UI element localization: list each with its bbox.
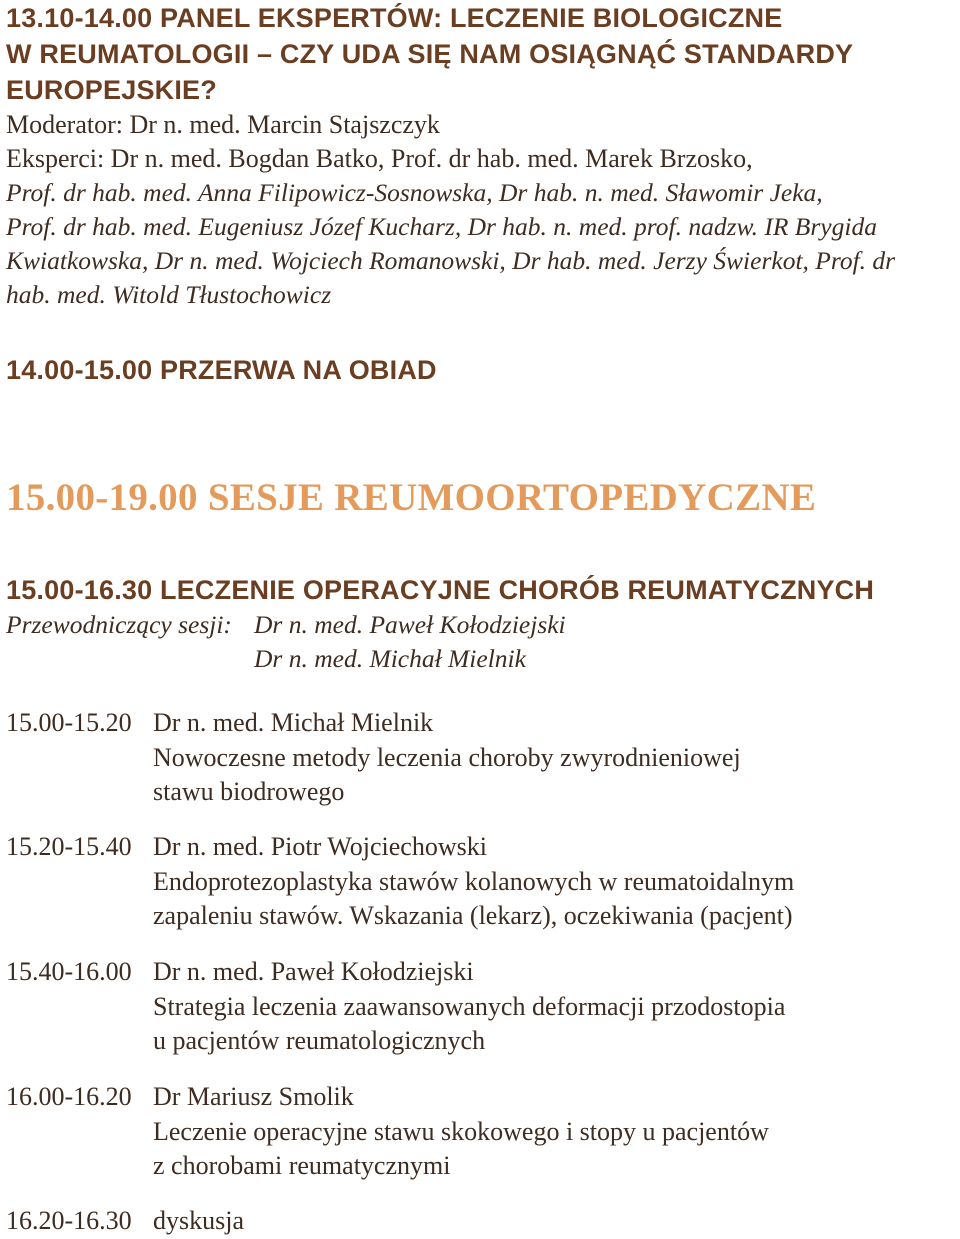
talk-title-line: z chorobami reumatycznymi (153, 1151, 451, 1180)
chair-name: Dr n. med. Paweł Kołodziejski (254, 610, 566, 639)
panel-experts (6, 176, 895, 312)
panel-experts-line: hab. med. Witold Tłustochowicz (6, 280, 332, 309)
chair-name: Dr n. med. Michał Mielnik (254, 644, 526, 673)
session-heading: 15.00-19.00 SESJE REUMOORTOPEDYCZNE (6, 476, 817, 519)
panel-heading-line: 13.10-14.00 PANEL EKSPERTÓW: LECZENIE BIOLOGICZNE (6, 3, 783, 33)
talk-body (153, 706, 741, 810)
panel-heading (6, 0, 895, 108)
panel-moderator: Moderator: Dr n. med. Marcin Stajszczyk (6, 110, 440, 139)
panel-experts-line: Prof. dr hab. med. Anna Filipowicz-Sosnowska, Dr hab. n. med. Sławomir Jeka, (6, 178, 823, 207)
talk-body (153, 1204, 244, 1239)
talk-title-line: u pacjentów reumatologicznych (153, 1026, 486, 1055)
talk-title-line: stawu biodrowego (153, 777, 345, 806)
talk-title-line: Strategia leczenia zaawansowanych deformacji przodostopia (153, 991, 786, 1021)
talk-speaker: Dr Mariusz Smolik (153, 1082, 354, 1111)
panel-experts-line: Kwiatkowska, Dr n. med. Wojciech Romanowski, Dr hab. med. Jerzy Świerkot, Prof. dr (6, 246, 896, 275)
talk-item (6, 1080, 769, 1184)
panel-heading-line: W REUMATOLOGII – CZY UDA SIĘ NAM OSIĄGNĄĆ STANDARDY (6, 39, 854, 69)
talk-time: 16.20-16.30 (6, 1206, 132, 1235)
talk-time: 15.00-15.20 (6, 708, 132, 737)
talk-title-line: Nowoczesne metody leczenia choroby zwyrodnieniowej (153, 742, 741, 772)
talk-item (6, 706, 741, 810)
panel-section (6, 0, 895, 312)
panel-experts-line: Prof. dr hab. med. Eugeniusz Józef Kucharz, Dr hab. n. med. prof. nadzw. IR Brygida (6, 212, 877, 241)
chair-label: Przewodniczący sesji: (6, 610, 232, 639)
chair-list (254, 608, 566, 676)
talk-title-line: zapaleniu stawów. Wskazania (lekarz), oczekiwania (pacjent) (153, 901, 793, 930)
talk-body (153, 955, 785, 1059)
subsession-heading: 15.00-16.30 LECZENIE OPERACYJNE CHORÓB REUMATYCZNYCH (6, 575, 875, 605)
talk-speaker: dyskusja (153, 1206, 244, 1235)
talk-speaker: Dr n. med. Paweł Kołodziejski (153, 957, 474, 986)
subsession-section (6, 572, 956, 676)
talk-item (6, 955, 785, 1059)
panel-experts-label: Eksperci: Dr n. med. Bogdan Batko, Prof. dr hab. med. Marek Brzosko, (6, 144, 753, 173)
panel-heading-line: EUROPEJSKIE? (6, 75, 217, 105)
talk-item (6, 830, 794, 934)
talk-time: 16.00-16.20 (6, 1082, 132, 1111)
talk-item (6, 1204, 244, 1239)
talk-title-line: Endoprotezoplastyka stawów kolanowych w reumatoidalnym (153, 866, 795, 896)
talk-speaker: Dr n. med. Piotr Wojciechowski (153, 832, 487, 861)
talk-title-line: Leczenie operacyjne stawu skokowego i stopy u pacjentów (153, 1116, 769, 1146)
chair-row (6, 608, 956, 676)
talk-time: 15.20-15.40 (6, 832, 132, 861)
talk-body (153, 830, 794, 934)
talk-body (153, 1080, 769, 1184)
talk-time: 15.40-16.00 (6, 957, 132, 986)
talk-speaker: Dr n. med. Michał Mielnik (153, 708, 434, 737)
lunch-heading: 14.00-15.00 PRZERWA NA OBIAD (6, 355, 437, 385)
